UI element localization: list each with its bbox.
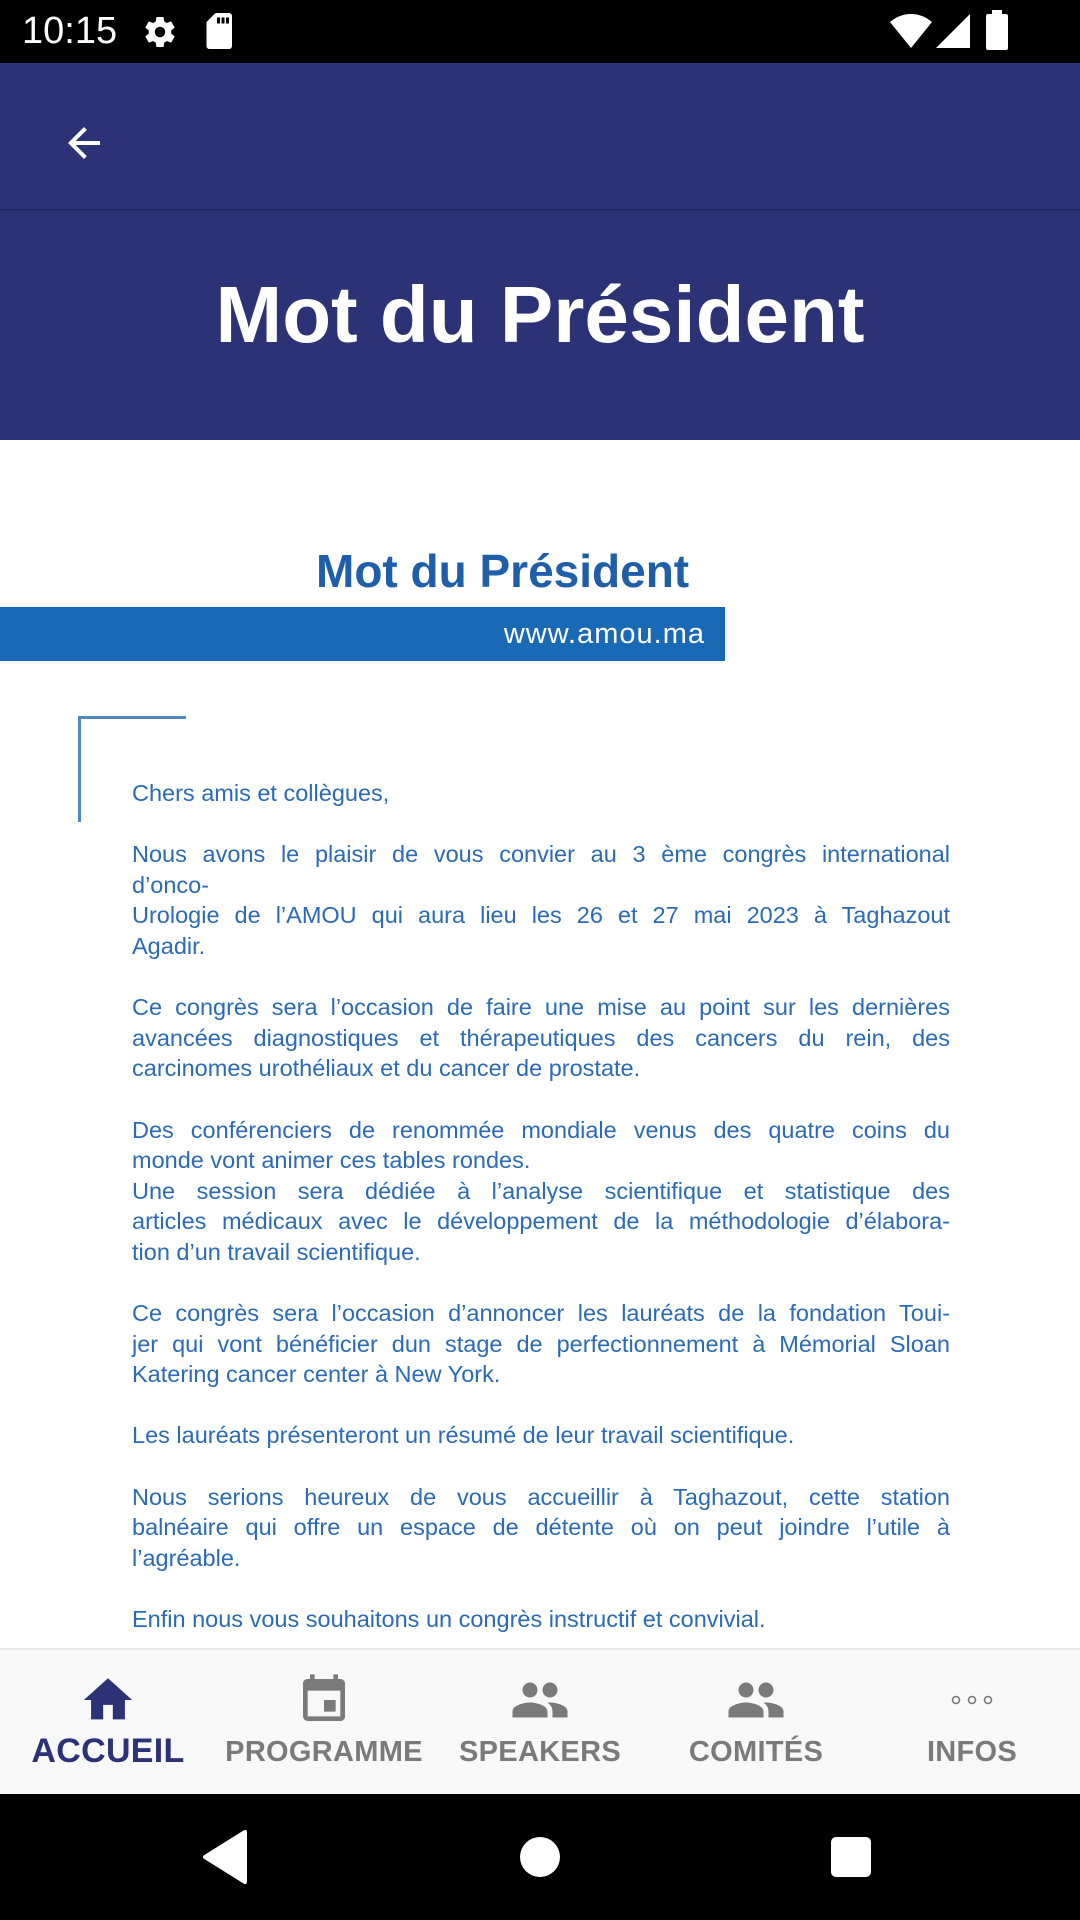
header-block [0, 211, 1080, 440]
recents-square-icon [829, 1835, 873, 1879]
bottom-navigation [0, 1648, 1080, 1794]
letter-paragraph [132, 1420, 950, 1451]
text-line: Katering cancer center à New York. [132, 1361, 501, 1388]
corner-decoration [78, 716, 81, 822]
page-title: Mot du Président [215, 270, 865, 359]
document-url: www.amou.ma [503, 618, 705, 650]
more-horiz-icon [942, 1670, 1002, 1730]
text-line: balnéaire qui offre un espace de détente où on peut joindre l’utile à [132, 1514, 950, 1541]
text-line: articles médicaux avec le développement de la méthodologie d’élabora- [132, 1208, 950, 1235]
nav-label: SPEAKERS [459, 1736, 621, 1768]
nav-label: INFOS [926, 1736, 1018, 1768]
home-circle-icon [518, 1835, 562, 1879]
text-line: l’agréable. [132, 1544, 241, 1571]
letter-body [132, 778, 950, 1648]
text-line: avancées diagnostiques et thérapeutiques des cancers du rein, des [132, 1024, 950, 1051]
text-line: Ce congrès sera l’occasion de faire une mise au point sur les dernières [132, 994, 950, 1021]
letter-paragraph [132, 1115, 950, 1268]
people-icon [510, 1670, 570, 1730]
text-line: Enfin nous vous souhaitons un congrès instructif et convivial. [132, 1606, 766, 1633]
wifi-icon [890, 14, 932, 52]
text-line: Agadir. [132, 932, 206, 959]
text-line: Une session sera dédiée à l’analyse scientifique et statistique des [132, 1177, 950, 1204]
nav-item-accueil[interactable] [0, 1650, 216, 1796]
status-bar [0, 0, 1080, 63]
text-line: Des conférenciers de renommée mondiale venus des quatre coins du [132, 1116, 950, 1143]
status-time: 10:15 [22, 10, 118, 52]
battery-icon [986, 10, 1008, 54]
letter-greeting: Chers amis et collègues, [132, 780, 390, 806]
signal-icon [936, 14, 970, 52]
calendar-icon [294, 1670, 354, 1730]
letter-paragraph [132, 992, 950, 1084]
system-home-button[interactable] [507, 1824, 573, 1890]
home-icon [78, 1670, 138, 1730]
corner-decoration [78, 716, 186, 719]
nav-label: ACCUEIL [31, 1732, 185, 1770]
letter-paragraph [132, 839, 950, 961]
text-line: tion d’un travail scientifique. [132, 1238, 421, 1265]
nav-label: COMITÉS [688, 1736, 824, 1768]
system-navigation-bar [0, 1794, 1080, 1920]
letter-paragraph [132, 1482, 950, 1574]
text-line: monde vont animer ces tables rondes. [132, 1147, 531, 1174]
letter-paragraph [132, 1604, 950, 1635]
text-line: d’onco- [132, 871, 210, 898]
text-line: Nous avons le plaisir de vous convier au 3 ème congrès international [132, 841, 950, 868]
system-recents-button[interactable] [818, 1824, 884, 1890]
document-heading: Mot du Président [316, 545, 690, 597]
letter-paragraph [132, 1298, 950, 1390]
system-back-button[interactable] [192, 1824, 258, 1890]
text-line: carcinomes urothéliaux et du cancer de prostate. [132, 1055, 641, 1082]
people-icon [726, 1670, 786, 1730]
settings-icon [142, 14, 178, 54]
nav-label: PROGRAMME [225, 1736, 423, 1768]
sd-card-icon [204, 13, 236, 53]
text-line: Nous serions heureux de vous accueillir à Taghazout, cette station [132, 1483, 950, 1510]
nav-item-infos[interactable] [864, 1650, 1080, 1796]
text-line: Urologie de l’AMOU qui aura lieu les 26 et 27 mai 2023 à Taghazout [132, 902, 950, 929]
app-bar [0, 63, 1080, 211]
text-line: Ce congrès sera l’occasion d’annoncer les lauréats de la fondation Toui- [132, 1300, 950, 1327]
document-banner [0, 607, 725, 661]
back-triangle-icon [201, 1830, 249, 1884]
content-area[interactable] [0, 440, 1080, 1648]
text-line: jer qui vont bénéficier dun stage de perfectionnement à Mémorial Sloan [132, 1330, 950, 1357]
nav-item-programme[interactable] [216, 1650, 432, 1796]
text-line: Les lauréats présenteront un résumé de leur travail scientifique. [132, 1422, 795, 1449]
arrow-back-icon [60, 119, 108, 167]
back-button[interactable] [44, 103, 124, 183]
nav-item-speakers[interactable] [432, 1650, 648, 1796]
nav-item-comites[interactable] [648, 1650, 864, 1796]
